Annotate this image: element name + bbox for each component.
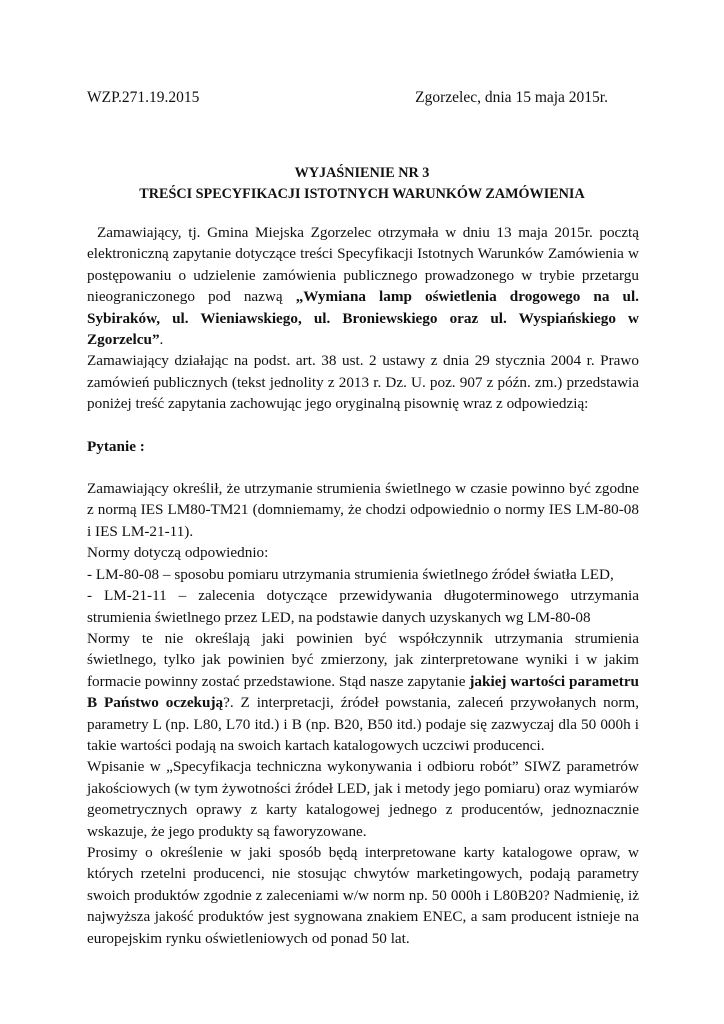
place-date: Zgorzelec, dnia 15 maja 2015r. (415, 89, 608, 106)
reference-number: WZP.271.19.2015 (87, 89, 200, 106)
question-list-item-1: - LM-80-08 – sposobu pomiaru utrzymania strumienia świetlnego źródeł światła LED, (87, 565, 614, 583)
question-paragraph-1: Zamawiający określił, że utrzymanie strumienia świetlnego w czasie powinno być zgodne z normą IES LM80-TM21 (domniemamy, że chodzi odpowiednio o normy IES LM-80-08 i IES LM-21-11). (87, 480, 639, 540)
question-p3-end: ?. Z interpretacji, źródeł powstania, zaleceń przywołanych norm, parametry L (np. L80, L70 itd.) i B (np. B20, B50 itd.) podaje się zazwyczaj dla 50 000h i takie wartości podają na swoich kartach katalogowych uczciwi producenci. (87, 694, 639, 754)
header (87, 89, 608, 107)
intro-paragraph-1 (87, 222, 639, 350)
question-paragraph-3 (87, 628, 639, 756)
question-list-item-2: - LM-21-11 – zalecenia dotyczące przewidywania długoterminowego utrzymania strumienia świetlnego przez LED, na podstawie danych uzyskanych wg LM-80-08 (87, 587, 639, 626)
document-body (87, 222, 639, 949)
question-paragraph-5: Prosimy o określenie w jaki sposób będą interpretowane karty katalogowe opraw, w których rzetelni producenci, nie stosując chwytów marketingowych, podają parametry swoich produktów zgodnie z zaleceniami w/w norm np. 50 000h i L80B20? Nadmienię, iż najwyższa jakość produktów jest sygnowana znakiem ENEC, a sam producent istnieje na europejskim rynku oświetleniowych od ponad 50 lat. (87, 843, 639, 947)
question-heading: Pytanie : (87, 437, 145, 455)
title-line-1: WYJAŚNIENIE NR 3 (294, 165, 430, 181)
document-title (0, 163, 724, 205)
tender-name: „Wymiana lamp oświetlenia drogowego na ul. Sybiraków, ul. Wieniawskiego, ul. Broniewskiego oraz ul. Wyspiańskiego w Zgorzelcu” (87, 288, 639, 349)
intro-end: . (159, 331, 164, 349)
question-paragraph-4: Wpisanie w „Specyfikacja techniczna wykonywania i odbioru robót” SIWZ parametrów jakościowych (w tym żywotności źródeł LED, jak i metody jego pomiaru) oraz wymiarów geometrycznych oprawy z karty katalogowej jednego z producentów, jednoznacznie wskazuje, że jego produkty są faworyzowane. (87, 758, 639, 840)
question-p3-start: Normy te nie określają jaki powinien być współczynnik utrzymania strumienia świetlnego, tylko jak powinien być zmierzony, jak zinterpretowane wyniki i w jakim formacie powinny zostać przedstawione. Stąd nasze zapytanie (87, 629, 639, 690)
question-emphasis: jakiej wartości parametru B Państwo oczekują (87, 672, 640, 712)
question-paragraph-2: Normy dotyczą odpowiednio: (87, 544, 269, 562)
intro-text: Zamawiający, tj. Gmina Miejska Zgorzelec otrzymała w dniu 13 maja 2015r. pocztą elektroniczną zapytanie dotyczące treści Specyfikacji Istotnych Warunków Zamówienia w postępowaniu o udzielenie zamówienia publicznego prowadzonego w trybie przetargu nieograniczonego pod nazwą (87, 224, 639, 306)
intro-paragraph-2: Zamawiający działając na podst. art. 38 ust. 2 ustawy z dnia 29 stycznia 2004 r. Prawo zamówień publicznych (tekst jednolity z 2013 r. Dz. U. poz. 907 z późn. zm.) przedstawia poniżej treść zapytania zachowując jego oryginalną pisownię wraz z odpowiedzią: (87, 352, 639, 413)
title-line-2: TREŚCI SPECYFIKACJI ISTOTNYCH WARUNKÓW ZAMÓWIENIA (139, 186, 585, 202)
